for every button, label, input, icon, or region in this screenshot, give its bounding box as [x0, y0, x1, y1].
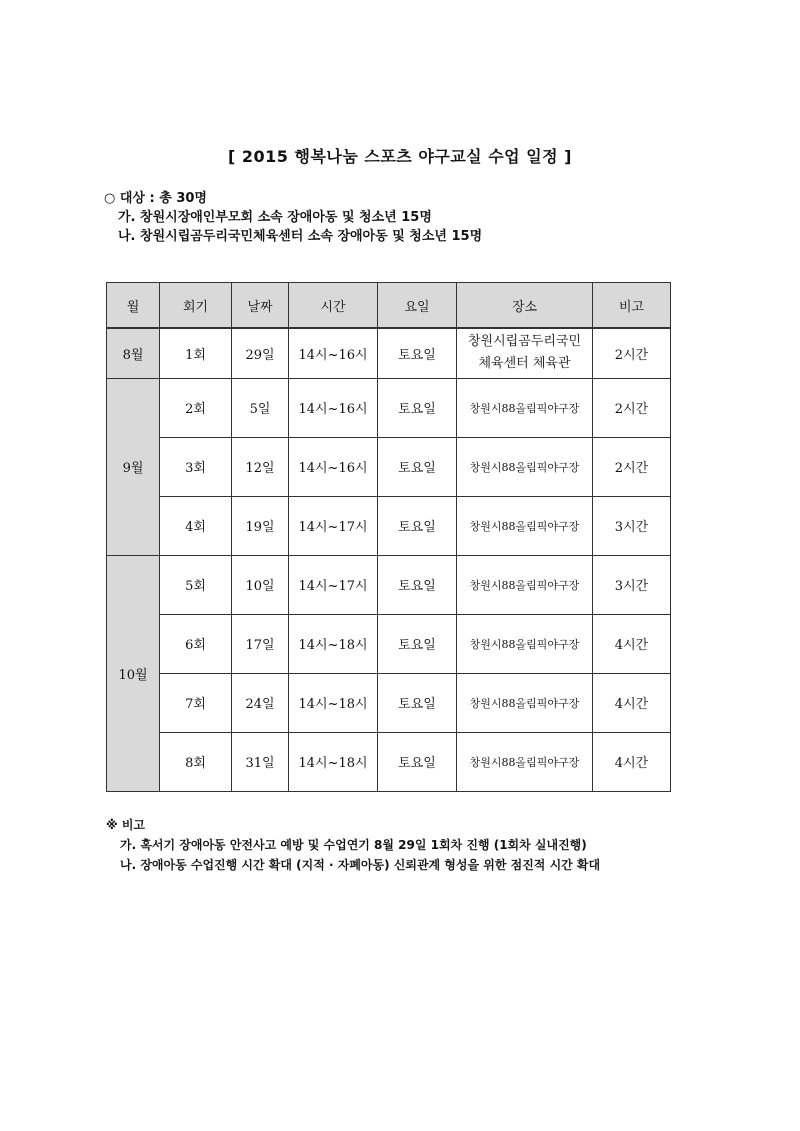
table-row — [107, 378, 671, 437]
day-cell: 토요일 — [378, 378, 457, 437]
session-cell: 7회 — [160, 673, 232, 732]
time-cell: 14시~18시 — [289, 732, 378, 791]
schedule-table — [106, 282, 671, 792]
date-cell: 10일 — [232, 555, 289, 614]
day-cell: 토요일 — [378, 673, 457, 732]
table-row — [107, 437, 671, 496]
time-cell: 14시~16시 — [289, 328, 378, 378]
date-cell: 24일 — [232, 673, 289, 732]
month-cell: 10월 — [107, 555, 160, 791]
remarks-line: 가. 혹서기 장애아동 안전사고 예방 및 수업연기 8월 29일 1회차 진행 (1회차 실내진행) — [120, 838, 587, 852]
remarks-section — [106, 815, 600, 875]
place-cell: 창원시88올림픽야구장 — [457, 614, 593, 673]
remarks-heading: ※ 비고 — [106, 818, 146, 832]
target-section — [104, 189, 482, 246]
table-row — [107, 555, 671, 614]
header-time: 시간 — [289, 283, 378, 329]
table-header-row — [107, 283, 671, 329]
header-note: 비고 — [593, 283, 671, 329]
note-cell: 3시간 — [593, 496, 671, 555]
place-line: 체육센터 체육관 — [478, 356, 571, 372]
time-cell: 14시~18시 — [289, 673, 378, 732]
month-cell: 8월 — [107, 328, 160, 378]
note-cell: 3시간 — [593, 555, 671, 614]
date-cell: 31일 — [232, 732, 289, 791]
header-session: 회기 — [160, 283, 232, 329]
table-row — [107, 732, 671, 791]
date-cell: 12일 — [232, 437, 289, 496]
time-cell: 14시~17시 — [289, 496, 378, 555]
table-row — [107, 673, 671, 732]
note-cell: 4시간 — [593, 673, 671, 732]
table-row — [107, 614, 671, 673]
header-day: 요일 — [378, 283, 457, 329]
target-line: 나. 창원시립곰두리국민체육센터 소속 장애아동 및 청소년 15명 — [118, 229, 483, 244]
day-cell: 토요일 — [378, 496, 457, 555]
place-cell: 창원시88올림픽야구장 — [457, 496, 593, 555]
day-cell: 토요일 — [378, 732, 457, 791]
place-cell — [457, 328, 593, 378]
note-cell: 4시간 — [593, 614, 671, 673]
note-cell: 2시간 — [593, 378, 671, 437]
date-cell: 29일 — [232, 328, 289, 378]
time-cell: 14시~18시 — [289, 614, 378, 673]
target-line: 가. 창원시장애인부모회 소속 장애아동 및 청소년 15명 — [118, 210, 432, 225]
place-line: 창원시립곰두리국민 — [467, 334, 582, 350]
day-cell: 토요일 — [378, 555, 457, 614]
place-cell: 창원시88올림픽야구장 — [457, 732, 593, 791]
time-cell: 14시~16시 — [289, 437, 378, 496]
table-row — [107, 496, 671, 555]
remarks-line: 나. 장애아동 수업진행 시간 확대 (지적 · 자폐아동) 신뢰관계 형성을 위한 점진적 시간 확대 — [120, 858, 601, 872]
note-cell: 4시간 — [593, 732, 671, 791]
session-cell: 2회 — [160, 378, 232, 437]
table-row — [107, 328, 671, 378]
date-cell: 5일 — [232, 378, 289, 437]
session-cell: 8회 — [160, 732, 232, 791]
note-cell: 2시간 — [593, 437, 671, 496]
place-cell: 창원시88올림픽야구장 — [457, 673, 593, 732]
month-cell: 9월 — [107, 378, 160, 555]
session-cell: 3회 — [160, 437, 232, 496]
day-cell: 토요일 — [378, 614, 457, 673]
place-cell: 창원시88올림픽야구장 — [457, 378, 593, 437]
header-date: 날짜 — [232, 283, 289, 329]
note-cell: 2시간 — [593, 328, 671, 378]
day-cell: 토요일 — [378, 328, 457, 378]
session-cell: 6회 — [160, 614, 232, 673]
session-cell: 5회 — [160, 555, 232, 614]
session-cell: 1회 — [160, 328, 232, 378]
day-cell: 토요일 — [378, 437, 457, 496]
target-heading: ○ 대상 : 총 30명 — [104, 191, 207, 206]
header-place: 장소 — [457, 283, 593, 329]
place-cell: 창원시88올림픽야구장 — [457, 555, 593, 614]
time-cell: 14시~16시 — [289, 378, 378, 437]
date-cell: 17일 — [232, 614, 289, 673]
date-cell: 19일 — [232, 496, 289, 555]
session-cell: 4회 — [160, 496, 232, 555]
header-month: 월 — [107, 283, 160, 329]
page-title: [ 2015 행복나눔 스포츠 야구교실 수업 일정 ] — [228, 147, 572, 166]
time-cell: 14시~17시 — [289, 555, 378, 614]
place-cell: 창원시88올림픽야구장 — [457, 437, 593, 496]
